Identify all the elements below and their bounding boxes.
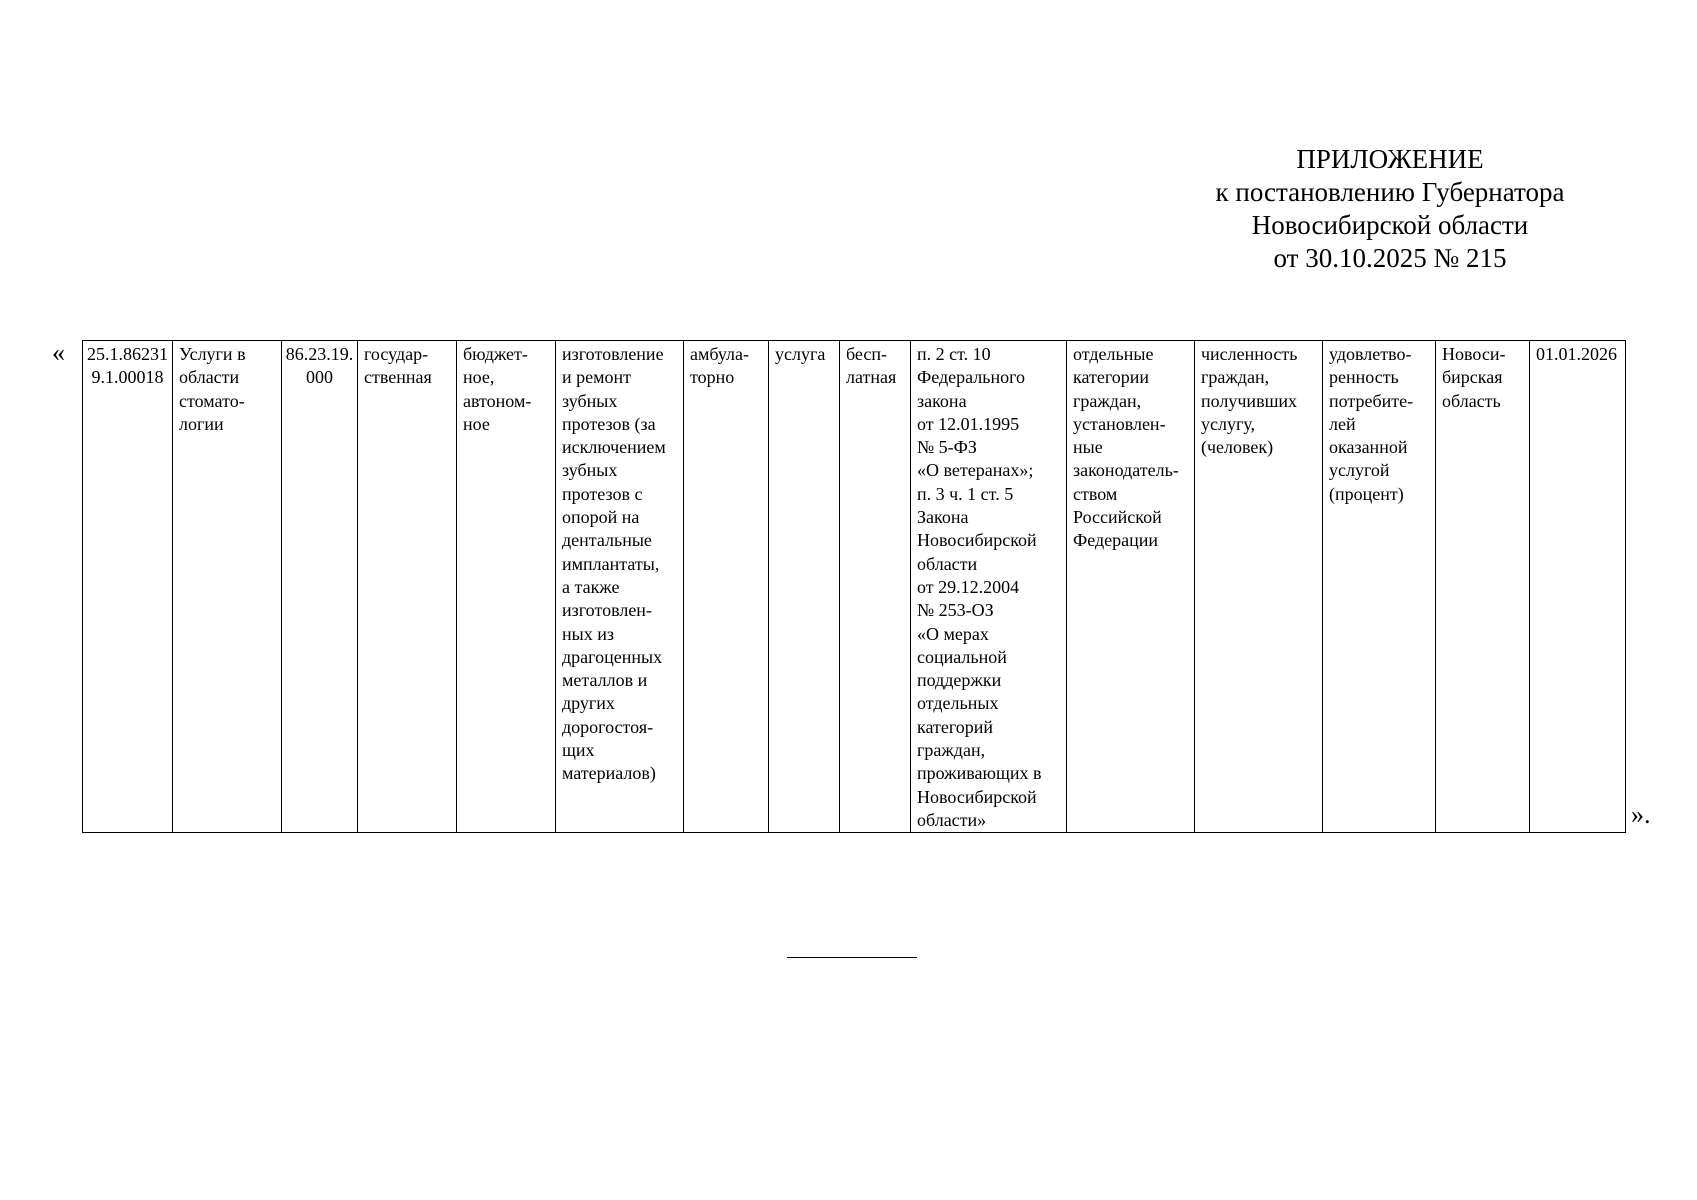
appendix-decree-ref: к постановлению Губернатора: [1215, 177, 1565, 207]
cell-text-line: протезов с: [562, 483, 643, 504]
cell-service-kind: [358, 341, 457, 833]
cell-text-line: «О ветеранах»;: [917, 460, 1034, 481]
cell-service-name: [173, 341, 282, 833]
cell-text-line: латная: [846, 367, 897, 388]
cell-text-line: металлов и: [562, 670, 648, 691]
appendix-title: ПРИЛОЖЕНИЕ: [1296, 144, 1484, 174]
cell-text-line: ное: [463, 413, 490, 434]
cell-text-line: ное,: [463, 367, 495, 388]
cell-text-line: категории: [1073, 367, 1150, 388]
cell-text-line: (процент): [1329, 483, 1404, 504]
cell-text-line: область: [1442, 390, 1501, 411]
cell-text-line: зубных: [562, 390, 618, 411]
cell-registry-number: [83, 341, 173, 833]
cell-text-line: материалов): [562, 763, 656, 784]
cell-region: [1436, 341, 1530, 833]
cell-service-form: [684, 341, 769, 833]
cell-text-line: поддержки: [917, 670, 1002, 691]
cell-text-line: дорогостоя-: [562, 716, 654, 737]
cell-text-line: 25.1.86231: [87, 344, 168, 364]
cell-institution-type: [457, 341, 556, 833]
cell-text-line: услугу,: [1201, 413, 1256, 434]
cell-text-line: социальной: [917, 646, 1007, 667]
separator-line: [787, 957, 917, 958]
appendix-header: [1160, 143, 1620, 275]
cell-text-line: закона: [917, 390, 967, 411]
cell-text-line: области: [917, 553, 978, 574]
cell-type: [769, 341, 840, 833]
cell-text-line: 9.1.00018: [91, 367, 164, 388]
closing-quote: ».: [1631, 800, 1651, 829]
cell-text-line: законодатель-: [1073, 460, 1179, 481]
cell-consumers: [1067, 341, 1195, 833]
cell-text-line: области»: [917, 809, 987, 830]
cell-text-line: 01.01.2026: [1536, 344, 1617, 364]
cell-text-line: Федерального: [917, 367, 1026, 388]
table-row: [83, 341, 1626, 833]
cell-text-line: Закона: [917, 507, 969, 528]
cell-text-line: Услуги в: [179, 344, 246, 364]
cell-text-line: получивших: [1201, 390, 1298, 411]
cell-legal-basis: [911, 341, 1067, 833]
cell-text-line: категорий: [917, 716, 994, 737]
cell-text-line: установлен-: [1073, 413, 1166, 434]
cell-text-line: 000: [306, 367, 333, 388]
cell-text-line: Новоси-: [1442, 344, 1506, 364]
cell-text-line: граждан,: [1201, 367, 1270, 388]
cell-text-line: зубных: [562, 460, 618, 481]
cell-text-line: ных из: [562, 623, 614, 644]
cell-text-line: бесп-: [846, 344, 887, 364]
service-table: [82, 340, 1626, 833]
cell-text-line: отдельные: [1073, 344, 1154, 364]
appendix-region: Новосибирской области: [1251, 210, 1529, 240]
cell-text-line: бирская: [1442, 367, 1503, 388]
cell-text-line: автоном-: [463, 390, 532, 411]
cell-text-line: п. 3 ч. 1 ст. 5: [917, 483, 1014, 504]
cell-service-content: [556, 341, 684, 833]
cell-text-line: п. 2 ст. 10: [917, 344, 991, 364]
cell-text-line: опорой на: [562, 507, 640, 528]
cell-text-line: услугой: [1329, 460, 1390, 481]
cell-text-line: № 253-ОЗ: [917, 600, 994, 621]
appendix-date-number: от 30.10.2025 № 215: [1273, 243, 1507, 273]
cell-text-line: Российской: [1073, 507, 1162, 528]
cell-text-line: граждан,: [1073, 390, 1142, 411]
cell-text-line: граждан,: [917, 740, 986, 761]
cell-text-line: услуга: [775, 344, 826, 364]
cell-volume-indicator: [1195, 341, 1323, 833]
cell-text-line: ством: [1073, 483, 1118, 504]
cell-text-line: исключением: [562, 437, 666, 458]
cell-text-line: (человек): [1201, 437, 1274, 458]
cell-text-line: ные: [1073, 437, 1103, 458]
cell-text-line: потребите-: [1329, 390, 1414, 411]
cell-text-line: изготовление: [562, 344, 664, 364]
cell-text-line: 86.23.19.: [285, 344, 354, 364]
cell-payment: [840, 341, 911, 833]
cell-quality-indicator: [1323, 341, 1436, 833]
cell-text-line: других: [562, 693, 615, 714]
cell-text-line: протезов (за: [562, 413, 656, 434]
cell-text-line: Федерации: [1073, 530, 1159, 551]
cell-text-line: дентальные: [562, 530, 652, 551]
cell-text-line: амбула-: [690, 344, 750, 364]
cell-text-line: и ремонт: [562, 367, 632, 388]
cell-text-line: Новосибирской: [917, 786, 1037, 807]
cell-text-line: № 5-ФЗ: [917, 437, 977, 458]
cell-text-line: ренность: [1329, 367, 1399, 388]
cell-text-line: от 12.01.1995: [917, 413, 1020, 434]
cell-text-line: численность: [1201, 344, 1298, 364]
cell-text-line: проживающих в: [917, 763, 1042, 784]
cell-text-line: а также: [562, 576, 620, 597]
cell-text-line: лей: [1329, 413, 1356, 434]
cell-text-line: логии: [179, 413, 224, 434]
cell-okpd-code: [282, 341, 358, 833]
cell-text-line: стомато-: [179, 390, 245, 411]
cell-text-line: бюджет-: [463, 344, 528, 364]
cell-text-line: ственная: [364, 367, 432, 388]
cell-text-line: изготовлен-: [562, 600, 652, 621]
cell-effective-date: [1530, 341, 1626, 833]
cell-text-line: «О мерах: [917, 623, 989, 644]
cell-text-line: имплантаты,: [562, 553, 660, 574]
cell-text-line: Новосибирской: [917, 530, 1037, 551]
cell-text-line: щих: [562, 740, 595, 761]
cell-text-line: драгоценных: [562, 646, 663, 667]
cell-text-line: оказанной: [1329, 437, 1408, 458]
cell-text-line: области: [179, 367, 240, 388]
cell-text-line: удовлетво-: [1329, 344, 1412, 364]
opening-quote: «: [52, 338, 65, 367]
cell-text-line: отдельных: [917, 693, 999, 714]
cell-text-line: государ-: [364, 344, 429, 364]
cell-text-line: торно: [690, 367, 735, 388]
cell-text-line: от 29.12.2004: [917, 576, 1020, 597]
